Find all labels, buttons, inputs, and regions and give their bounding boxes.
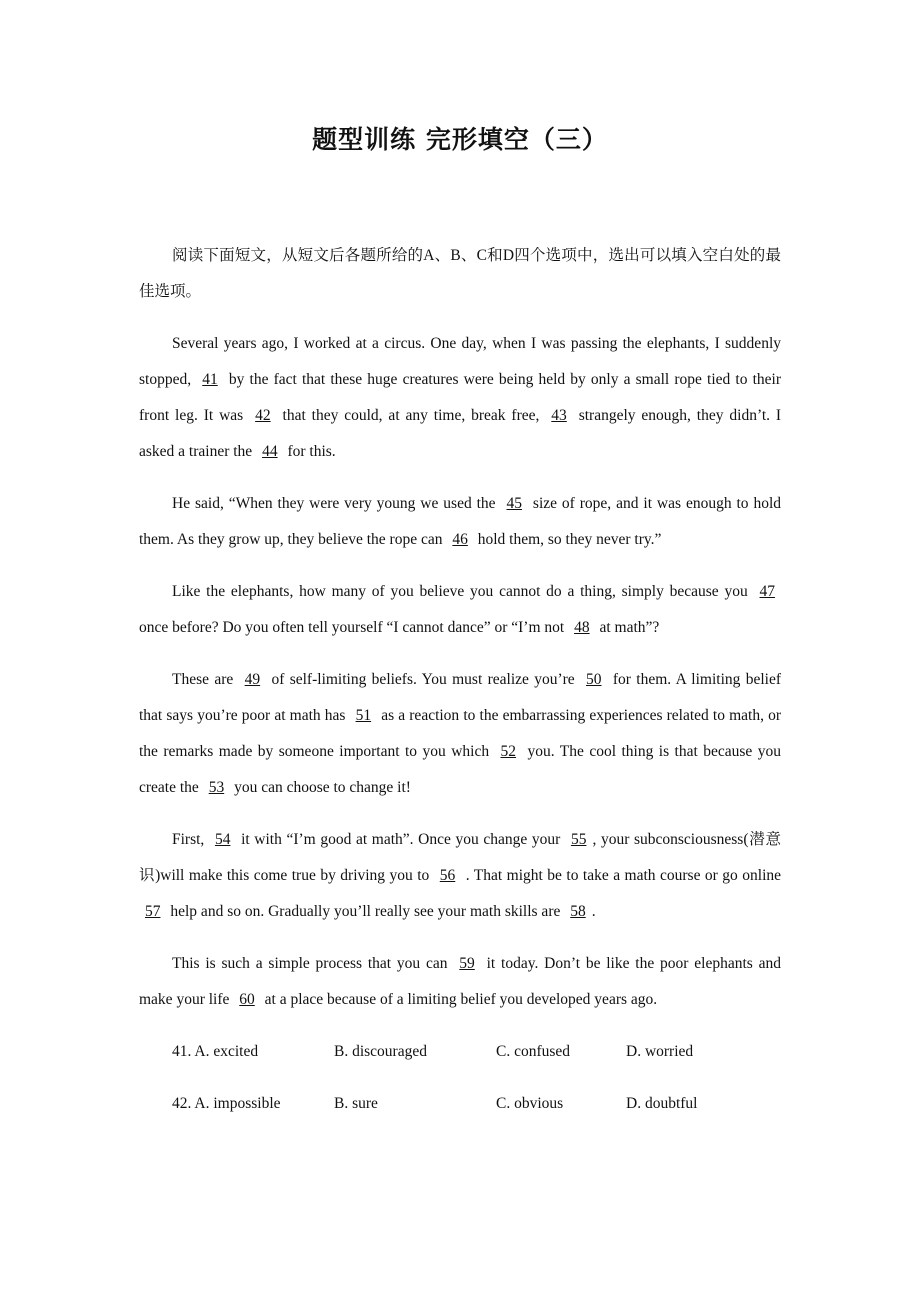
blank-41: 41 xyxy=(202,371,218,388)
passage-paragraph-6 xyxy=(139,946,781,1018)
passage-text: help and so on. Gradually you’ll really see your math skills are xyxy=(170,903,561,920)
passage-text: for this. xyxy=(287,443,336,460)
passage-text: as a reaction to the embarrassing experiences related to math, or the remarks made by someone important to you which xyxy=(139,707,782,760)
passage-text: by the fact that these huge creatures were being held by only a small rope tied to their front leg. It was xyxy=(139,371,782,424)
passage-text: Several years ago, I worked at a circus. One day, when I was passing the elephants, I suddenly stopped, xyxy=(139,335,781,388)
page-title: 题型训练 完形填空（三） xyxy=(312,125,608,154)
question-41-options xyxy=(139,1034,781,1070)
passage-text: This is such a simple process that you can xyxy=(172,955,448,972)
passage-text: First, xyxy=(172,831,205,848)
passage-text: you. The cool thing is that because you create the xyxy=(139,743,782,796)
passage-text: at math”? xyxy=(599,619,660,636)
passage-paragraph-5 xyxy=(139,822,781,930)
passage-text: it today. Don’t be like the poor elephants and make your life xyxy=(139,955,781,1008)
passage-text: you can choose to change it! xyxy=(234,779,411,796)
passage-text: that they could, at any time, break free, xyxy=(282,407,540,424)
document-body xyxy=(139,238,781,1138)
blank-49: 49 xyxy=(244,671,261,688)
blank-53: 53 xyxy=(208,779,225,796)
passage-text: size of rope, and it was enough to hold them. As they grow up, they believe the rope can xyxy=(139,495,782,548)
passage-text: strangely enough, they didn’t. I asked a trainer the xyxy=(139,407,782,460)
passage-text: These are xyxy=(172,671,234,688)
blank-43: 43 xyxy=(551,407,567,424)
passage-text: for them. A limiting belief that says you’re poor at math has xyxy=(139,671,782,724)
blank-48: 48 xyxy=(574,619,590,636)
blank-60: 60 xyxy=(239,991,255,1008)
option-b: B. discouraged xyxy=(334,1043,427,1060)
blank-46: 46 xyxy=(452,531,468,548)
passage-text: . That might be to take a math course or go online xyxy=(465,867,782,884)
passage-text: at a place because of a limiting belief you developed years ago. xyxy=(264,991,658,1008)
blank-50: 50 xyxy=(586,671,602,688)
blank-56: 56 xyxy=(439,867,456,884)
blank-47: 47 xyxy=(759,583,776,600)
option-d: D. worried xyxy=(626,1043,694,1060)
answer-options xyxy=(139,1034,781,1122)
blank-59: 59 xyxy=(459,955,475,972)
blank-45: 45 xyxy=(506,495,522,512)
option-b: B. sure xyxy=(334,1095,378,1112)
passage-text: Like the elephants, how many of you believe you cannot do a thing, simply because you xyxy=(172,583,748,600)
passage-text: He said, “When they were very young we used the xyxy=(172,495,496,512)
option-c: C. obvious xyxy=(496,1095,564,1112)
passage-paragraph-4 xyxy=(139,662,781,806)
passage-text: hold them, so they never try.” xyxy=(477,531,662,548)
passage-paragraph-3 xyxy=(139,574,781,646)
passage-paragraph-1 xyxy=(139,326,781,470)
option-c: C. confused xyxy=(496,1043,571,1060)
blank-42: 42 xyxy=(255,407,271,424)
blank-58: 58 xyxy=(570,903,586,920)
passage-text: . xyxy=(591,903,596,920)
blank-51: 51 xyxy=(355,707,372,724)
option-d: D. doubtful xyxy=(626,1095,698,1112)
option-a: 41. A. excited xyxy=(172,1043,259,1060)
blank-44: 44 xyxy=(262,443,278,460)
passage-paragraph-2 xyxy=(139,486,781,558)
question-42-options xyxy=(139,1086,781,1122)
blank-57: 57 xyxy=(145,903,161,920)
blank-55: 55 xyxy=(570,831,587,848)
blank-52: 52 xyxy=(500,743,517,760)
passage-text: of self-limiting beliefs. You must realize you’re xyxy=(271,671,575,688)
option-a: 42. A. impossible xyxy=(172,1095,281,1112)
passage-text: , your subconsciousness(潜意识)will make this come true by driving you to xyxy=(139,831,781,884)
passage-text: once before? Do you often tell yourself “I cannot dance” or “I’m not xyxy=(139,619,565,636)
blank-54: 54 xyxy=(214,831,231,848)
instruction-paragraph: 阅读下面短文，从短文后各题所给的A、B、C和D四个选项中，选出可以填入空白处的最佳选项。 xyxy=(139,247,781,300)
passage-text: it with “I’m good at math”. Once you change your xyxy=(241,831,561,848)
